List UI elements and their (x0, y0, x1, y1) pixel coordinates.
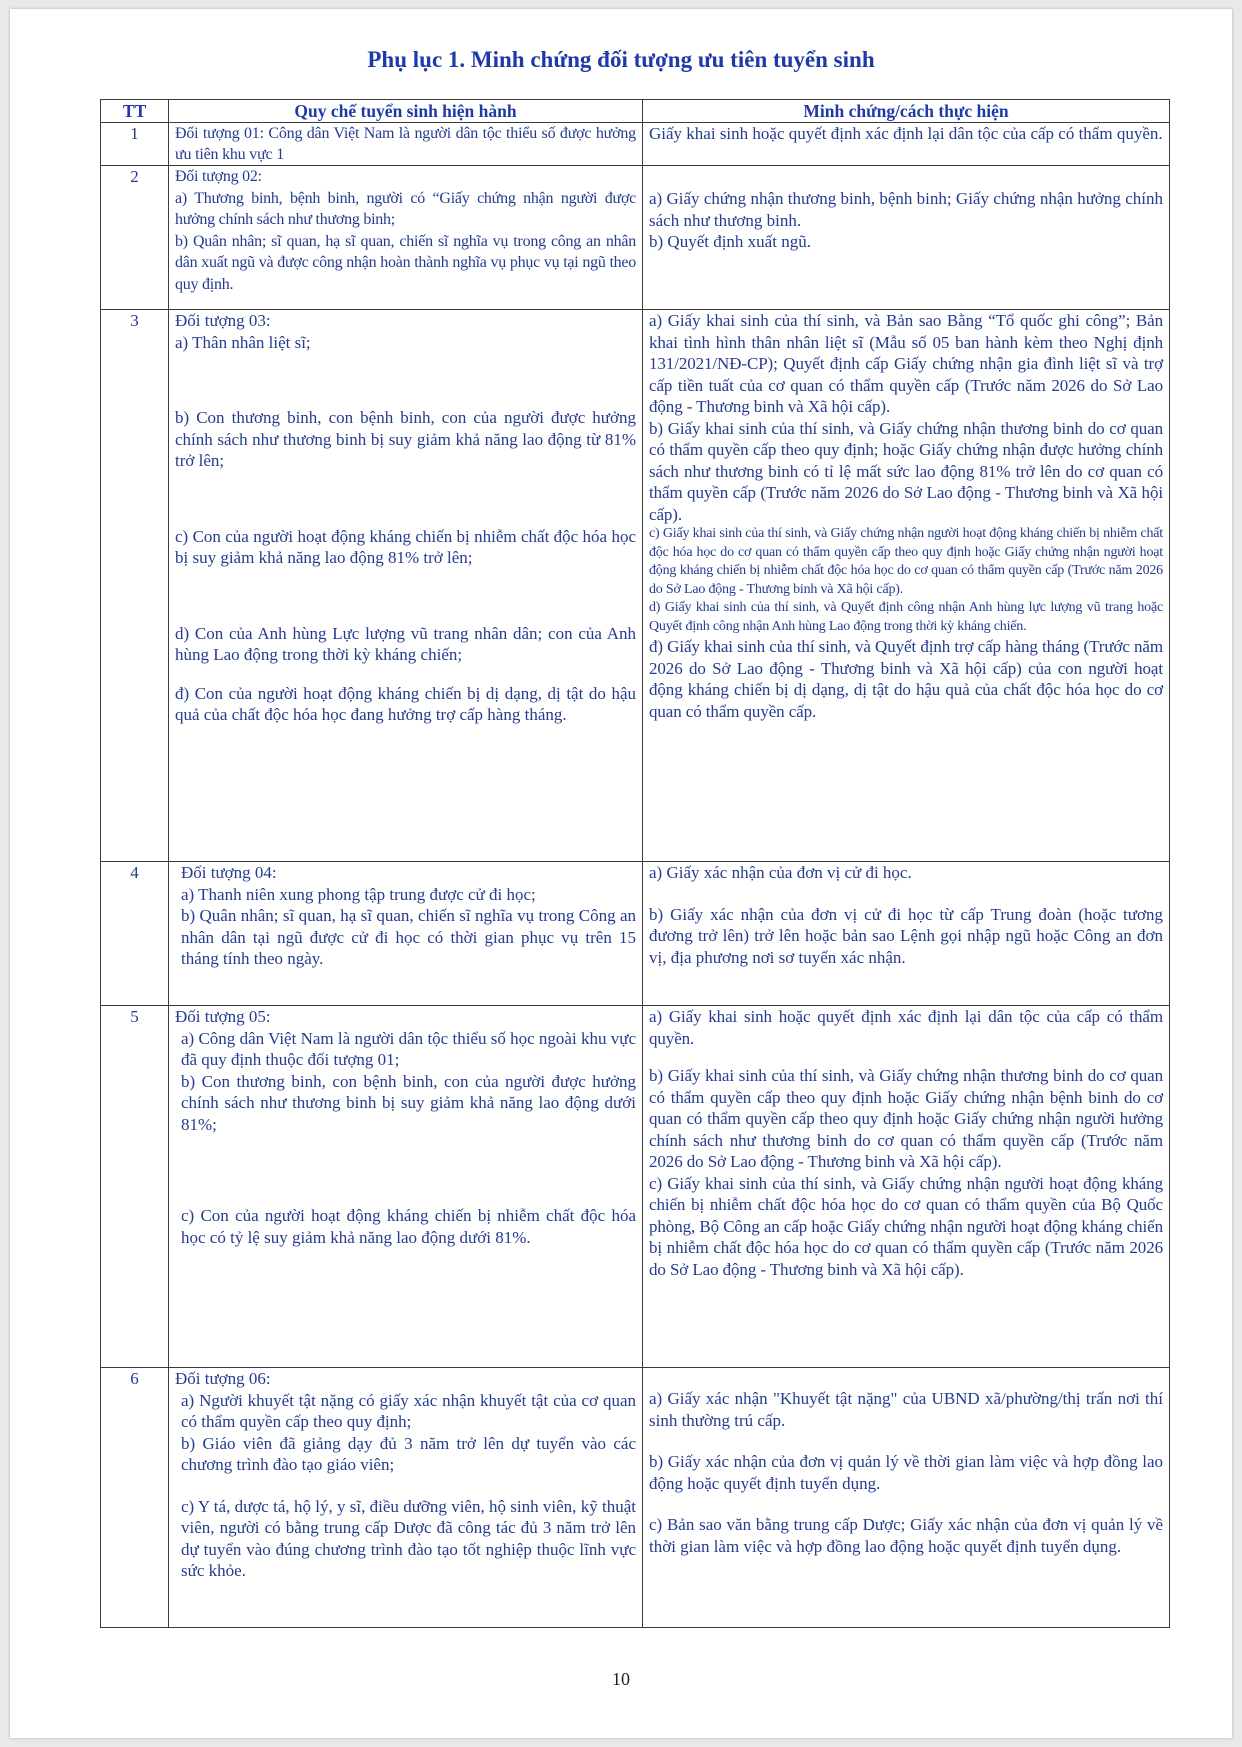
evidence-item: c) Giấy khai sinh của thí sinh, và Giấy chứng nhận người hoạt động kháng chiến bị nhiễm chất độc hóa học do cơ quan có thẩm quyền của Bộ Quốc phòng, Bộ Công an cấp hoặc Giấy chứng nhận người hoạt động kháng chiến bị nhiễm chất độc hóa học do cơ quan có thẩm quyền cấp (Trước năm 2026 do Sở Lao động - Thương binh và Xã hội cấp). (649, 1173, 1163, 1279)
regulation-item: c) Y tá, dược tá, hộ lý, y sĩ, điều dưỡng viên, hộ sinh viên, kỹ thuật viên, người có bằng trung cấp Dược đã công tác đủ 3 năm trở lên dự tuyển vào đúng chương trình đào tạo tốt nghiệp thuộc lĩnh vực sức khỏe. (181, 1496, 636, 1580)
evidence-item: đ) Giấy khai sinh của thí sinh, và Quyết định trợ cấp hàng tháng (Trước năm 2026 do Sở Lao động - Thương binh và Xã hội cấp) của con người hoạt động kháng chiến bị dị dạng, dị tật do hậu quả của chất độc hóa học do cơ quan có thẩm quyền cấp. (649, 637, 1163, 721)
regulation-cell (169, 862, 643, 1006)
priority-table (100, 99, 1170, 1628)
table-row (101, 862, 1170, 1006)
document-page (10, 9, 1232, 1738)
row-number: 6 (101, 1368, 169, 1628)
evidence-item: a) Giấy xác nhận "Khuyết tật nặng" của UBND xã/phường/thị trấn nơi thí sinh thường trú cấp. (649, 1389, 1163, 1430)
evidence-item: d) Giấy khai sinh của thí sinh, và Quyết định công nhận Anh hùng lực lượng vũ trang hoặc Quyết định công nhận Anh hùng Lao động trong thời kỳ kháng chiến. (649, 600, 1163, 634)
regulation-item: a) Thân nhân liệt sĩ; (175, 332, 311, 352)
regulation-item: d) Con của Anh hùng Lực lượng vũ trang nhân dân; con của Anh hùng Lao động trong thời kỳ kháng chiến; (175, 623, 636, 664)
evidence-cell (643, 310, 1170, 862)
regulation-item: b) Quân nhân; sĩ quan, hạ sĩ quan, chiến sĩ nghĩa vụ trong công an nhân dân xuất ngũ và được công nhận hoàn thành nghĩa vụ phục vụ tại ngũ theo quy định. (175, 232, 636, 293)
evidence-item: a) Giấy xác nhận của đơn vị cử đi học. (649, 863, 912, 882)
regulation-item: b) Con thương binh, con bệnh binh, con của người được hưởng chính sách như thương binh bị suy giảm khả năng lao động dưới 81%; (181, 1071, 636, 1134)
regulation-item: c) Con của người hoạt động kháng chiến bị nhiễm chất độc hóa học bị suy giảm khả năng lao động 81% trở lên; (175, 526, 636, 567)
evidence-cell (643, 1006, 1170, 1368)
evidence-item: a) Giấy khai sinh hoặc quyết định xác định lại dân tộc của cấp có thẩm quyền. (649, 1007, 1163, 1048)
header-regulation: Quy chế tuyển sinh hiện hành (169, 100, 643, 123)
evidence-cell (643, 166, 1170, 310)
regulation-item: a) Công dân Việt Nam là người dân tộc thiểu số học ngoài khu vực đã quy định thuộc đối tượng 01; (181, 1028, 636, 1069)
page-number: 10 (612, 1669, 630, 1689)
row-number: 1 (101, 123, 169, 166)
evidence-item: a) Giấy chứng nhận thương binh, bệnh binh; Giấy chứng nhận hưởng chính sách như thương binh. (649, 189, 1163, 230)
evidence-item: a) Giấy khai sinh của thí sinh, và Bản sao Bằng “Tổ quốc ghi công”; Bản khai tình hình thân nhân liệt sĩ (Mẫu số 05 ban hành kèm theo Nghị định 131/2021/NĐ-CP); Quyết định cấp Giấy chứng nhận gia đình liệt sĩ và trợ cấp tiền tuất của cơ quan có thẩm quyền cấp (Trước năm 2026 do Sở Lao động - Thương binh và Xã hội cấp). (649, 311, 1163, 416)
evidence-cell (643, 123, 1170, 166)
regulation-item: a) Thương binh, bệnh binh, người có “Giấy chứng nhận người được hưởng chính sách như thương binh; (175, 189, 636, 228)
regulation-text: Đối tượng 01: Công dân Việt Nam là người dân tộc thiểu số được hưởng ưu tiên khu vực 1 (175, 125, 636, 163)
row-number: 2 (101, 166, 169, 310)
row-number: 3 (101, 310, 169, 862)
regulation-cell (169, 1368, 643, 1628)
page-title: Phụ lục 1. Minh chứng đối tượng ưu tiên tuyển sinh (367, 47, 875, 72)
regulation-item: a) Thanh niên xung phong tập trung được cử đi học; (181, 884, 536, 904)
regulation-cell (169, 123, 643, 166)
evidence-text: Giấy khai sinh hoặc quyết định xác định lại dân tộc của cấp có thẩm quyền. (649, 124, 1163, 143)
regulation-heading: Đối tượng 02: (175, 168, 262, 185)
evidence-item: c) Bản sao văn bằng trung cấp Dược; Giấy xác nhận của đơn vị quản lý về thời gian làm việc và hợp đồng lao động hoặc quyết định tuyển dụng. (649, 1515, 1163, 1556)
regulation-heading: Đối tượng 06: (175, 1369, 271, 1388)
evidence-item: c) Giấy khai sinh của thí sinh, và Giấy chứng nhận người hoạt động kháng chiến bị nhiễm chất độc hóa học do cơ quan có thẩm quyền cấp theo quy định hoặc Giấy chứng nhận người hoạt động kháng chiến bị nhiễm chất độc hóa học do cơ quan có thẩm quyền cấp (Trước năm 2026 do Sở Lao động - Thương binh và Xã hội cấp). (649, 526, 1163, 597)
evidence-item: b) Giấy xác nhận của đơn vị cử đi học từ cấp Trung đoàn (hoặc tương đương trở lên) trở lên hoặc bản sao Lệnh gọi nhập ngũ hoặc Công an đơn vị, địa phương nơi sơ tuyển xác nhận. (649, 904, 1163, 967)
regulation-item: b) Quân nhân; sĩ quan, hạ sĩ quan, chiến sĩ nghĩa vụ trong Công an nhân dân tại ngũ được cử đi học có thời gian phục vụ trên 15 tháng tính theo ngày. (181, 906, 636, 968)
regulation-item: đ) Con của người hoạt động kháng chiến bị dị dạng, dị tật do hậu quả của chất độc hóa học đang hưởng trợ cấp hàng tháng. (175, 683, 636, 724)
regulation-heading: Đối tượng 03: (175, 311, 271, 330)
header-evidence: Minh chứng/cách thực hiện (643, 100, 1170, 123)
regulation-item: b) Con thương binh, con bệnh binh, con của người được hưởng chính sách như thương binh bị suy giảm khả năng lao động từ 81% trở lên; (175, 408, 636, 470)
regulation-item: a) Người khuyết tật nặng có giấy xác nhận khuyết tật của cơ quan có thẩm quyền cấp theo quy định; (181, 1390, 636, 1431)
regulation-item: c) Con của người hoạt động kháng chiến bị nhiễm chất độc hóa học có tỷ lệ suy giảm khả năng lao động dưới 81%. (181, 1206, 636, 1247)
evidence-cell (643, 862, 1170, 1006)
regulation-heading: Đối tượng 05: (175, 1007, 271, 1026)
table-row (101, 123, 1170, 166)
evidence-item: b) Giấy khai sinh của thí sinh, và Giấy chứng nhận thương binh do cơ quan có thẩm quyền cấp theo quy định hoặc Giấy chứng nhận bệnh binh do cơ quan có thẩm quyền cấp theo quy định hoặc Giấy chứng nhận người hưởng chính sách như thương binh do cơ quan có thẩm quyền cấp (Trước năm 2026 do Sở Lao động - Thương binh và Xã hội cấp). (649, 1066, 1163, 1171)
row-number: 4 (101, 862, 169, 1006)
evidence-item: b) Giấy khai sinh của thí sinh, và Giấy chứng nhận thương binh do cơ quan có thẩm quyền cấp theo quy định; hoặc Giấy chứng nhận được hưởng chính sách như thương binh có tỉ lệ mất sức lao động 81% trở lên do cơ quan có thẩm quyền cấp (Trước năm 2026 do Sở Lao động - Thương binh và Xã hội cấp). (649, 418, 1163, 524)
row-number: 5 (101, 1006, 169, 1368)
regulation-cell (169, 1006, 643, 1368)
table-row (101, 310, 1170, 862)
regulation-cell (169, 310, 643, 862)
table-row (101, 1368, 1170, 1628)
evidence-cell (643, 1368, 1170, 1628)
header-tt: TT (101, 100, 169, 123)
table-row (101, 166, 1170, 310)
table-row (101, 1006, 1170, 1368)
evidence-item: b) Giấy xác nhận của đơn vị quản lý về thời gian làm việc và hợp đồng lao động hoặc quyết định tuyển dụng. (649, 1452, 1163, 1493)
evidence-item: b) Quyết định xuất ngũ. (649, 232, 811, 251)
regulation-heading: Đối tượng 04: (181, 863, 277, 882)
table-header-row (101, 100, 1170, 123)
regulation-cell (169, 166, 643, 310)
regulation-item: b) Giáo viên đã giảng dạy đủ 3 năm trở lên dự tuyển vào các chương trình đào tạo giáo viên; (181, 1433, 636, 1474)
